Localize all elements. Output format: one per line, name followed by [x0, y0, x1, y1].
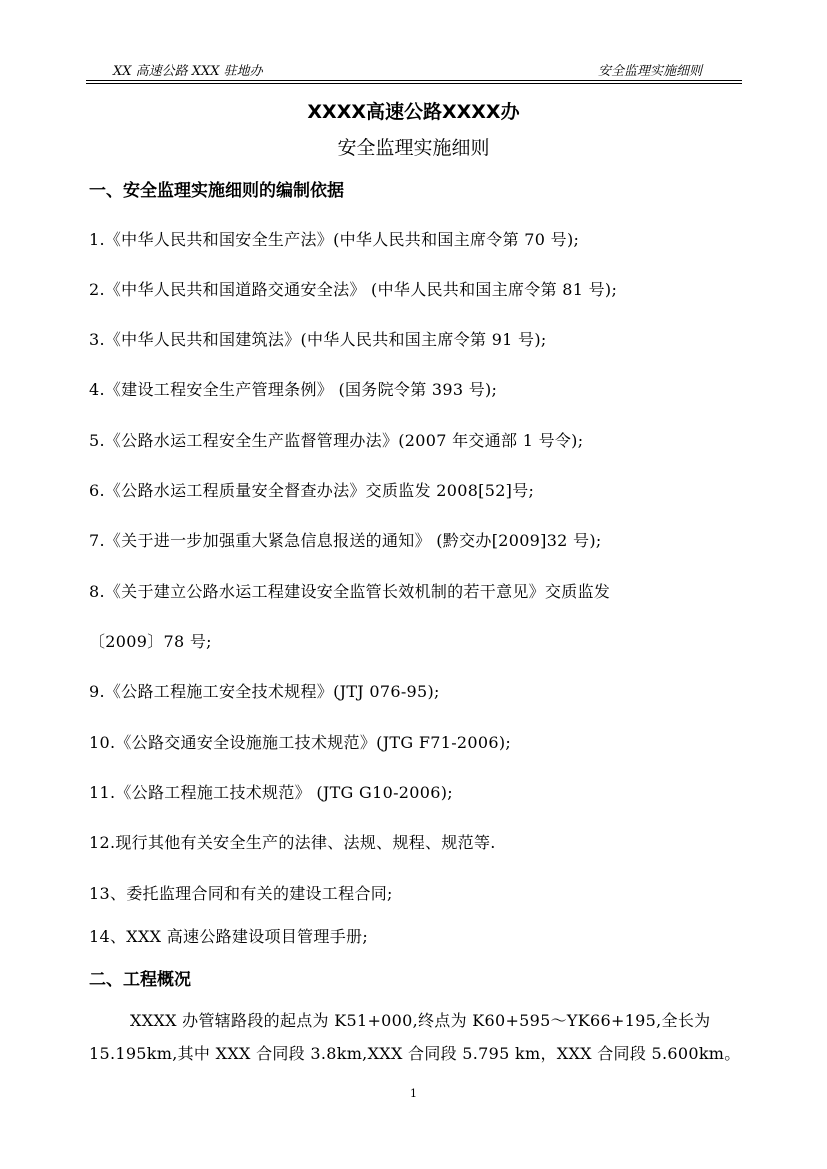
basis-item: 13、委托监理合同和有关的建设工程合同;	[89, 884, 393, 903]
basis-item: 4.《建设工程安全生产管理条例》 (国务院令第 393 号);	[89, 380, 498, 399]
basis-item: 7.《关于进一步加强重大紧急信息报送的通知》 (黔交办[2009]32 号);	[89, 531, 602, 550]
basis-item: 9.《公路工程施工安全技术规程》(JTJ 076-95);	[89, 682, 440, 701]
basis-item: 5.《公路水运工程安全生产监督管理办法》(2007 年交通部 1 号令);	[89, 431, 584, 450]
header-divider-secondary	[86, 83, 742, 84]
overview-paragraph-line: 15.195km,其中 XXX 合同段 3.8km,XXX 合同段 5.795 km，XXX 合同段 5.600km。	[89, 1044, 741, 1063]
basis-item: 12.现行其他有关安全生产的法律、法规、规程、规范等.	[89, 833, 496, 852]
document-subtitle: 安全监理实施细则	[337, 137, 490, 159]
header-divider	[86, 80, 742, 81]
document-title: XXXX高速公路XXXX办	[307, 101, 520, 123]
header-left-text: XX 高速公路 XXX 驻地办	[113, 64, 263, 79]
section-heading-basis: 一、安全监理实施细则的编制依据	[89, 181, 344, 201]
basis-item: 14、XXX 高速公路建设项目管理手册;	[89, 927, 369, 946]
basis-item: 3.《中华人民共和国建筑法》(中华人民共和国主席令第 91 号);	[89, 330, 547, 349]
section-heading-overview: 二、工程概况	[89, 970, 191, 990]
basis-item: 10.《公路交通安全设施施工技术规范》(JTG F71-2006);	[89, 733, 512, 752]
basis-item: 6.《公路水运工程质量安全督查办法》交质监发 2008[52]号;	[89, 481, 535, 500]
header-right-text: 安全监理实施细则	[598, 64, 703, 79]
page-number: 1	[410, 1087, 417, 1100]
basis-item: 2.《中华人民共和国道路交通安全法》 (中华人民共和国主席令第 81 号);	[89, 280, 618, 299]
overview-paragraph-line: XXXX 办管辖路段的起点为 K51+000,终点为 K60+595～YK66+195,全长为	[130, 1011, 711, 1030]
basis-item: 1.《中华人民共和国安全生产法》(中华人民共和国主席令第 70 号);	[89, 230, 580, 249]
basis-item: 8.《关于建立公路水运工程建设安全监管长效机制的若干意见》交质监发	[89, 582, 611, 601]
basis-item-continuation: 〔2009〕78 号;	[89, 632, 212, 651]
basis-item: 11.《公路工程施工技术规范》 (JTG G10-2006);	[89, 783, 453, 802]
